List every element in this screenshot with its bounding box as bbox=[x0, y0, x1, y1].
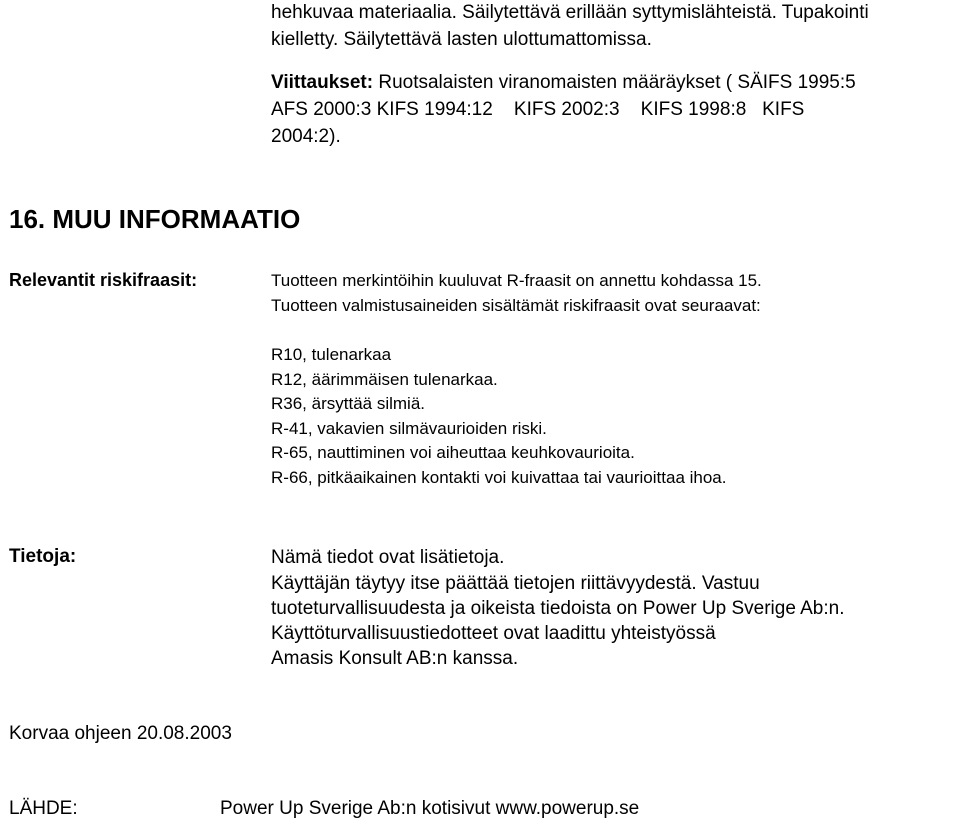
risk-phrase-item: R12, äärimmäisen tulenarkaa. bbox=[271, 369, 498, 389]
references-text-1: Ruotsalaisten viranomaisten määräykset ( SÄIFS 1995:5 bbox=[373, 72, 856, 93]
replaces-text: Korvaa ohjeen 20.08.2003 bbox=[9, 723, 232, 744]
storage-line-1: hehkuvaa materiaalia. Säilytettävä erillään syttymislähteistä. Tupakointi bbox=[271, 2, 869, 23]
risk-phrase-item: R10, tulenarkaa bbox=[271, 345, 392, 364]
info-line-5: Amasis Konsult AB:n kanssa. bbox=[271, 648, 519, 669]
info-line-1: Nämä tiedot ovat lisätietoja. bbox=[271, 547, 505, 568]
source-value: Power Up Sverige Ab:n kotisivut www.powerup.se bbox=[220, 798, 640, 819]
risk-phrases-intro-2: Tuotteen valmistusaineiden sisältämät riskifraasit ovat seuraavat: bbox=[271, 296, 761, 315]
risk-phrases-intro-1: Tuotteen merkintöihin kuuluvat R-fraasit on annettu kohdassa 15. bbox=[271, 271, 762, 290]
risk-phrase-item: R-65, nauttiminen voi aiheuttaa keuhkovaurioita. bbox=[271, 443, 635, 462]
source-label: LÄHDE: bbox=[9, 798, 78, 819]
references-label: Viittaukset: bbox=[271, 72, 374, 93]
references-line-1 bbox=[271, 71, 856, 95]
references-line-3: 2004:2). bbox=[271, 126, 341, 147]
info-line-2: Käyttäjän täytyy itse päättää tietojen riittävyydestä. Vastuu bbox=[271, 573, 760, 594]
section-title: 16. MUU INFORMAATIO bbox=[9, 204, 301, 234]
risk-phrases-label: Relevantit riskifraasit: bbox=[9, 270, 198, 290]
references-line-2: AFS 2000:3 KIFS 1994:12 KIFS 2002:3 KIFS 1998:8 KIFS bbox=[271, 99, 805, 120]
info-line-4: Käyttöturvallisuustiedotteet ovat laadittu yhteistyössä bbox=[271, 623, 716, 644]
risk-phrase-item: R36, ärsyttää silmiä. bbox=[271, 394, 425, 413]
info-label: Tietoja: bbox=[9, 546, 77, 567]
info-line-3: tuoteturvallisuudesta ja oikeista tiedoista on Power Up Sverige Ab:n. bbox=[271, 598, 845, 619]
risk-phrase-item: R-66, pitkäaikainen kontakti voi kuivattaa tai vaurioittaa ihoa. bbox=[271, 467, 727, 487]
risk-phrase-item: R-41, vakavien silmävaurioiden riski. bbox=[271, 418, 547, 438]
storage-line-2: kielletty. Säilytettävä lasten ulottumattomissa. bbox=[271, 29, 652, 50]
risk-phrases-list bbox=[271, 343, 726, 490]
